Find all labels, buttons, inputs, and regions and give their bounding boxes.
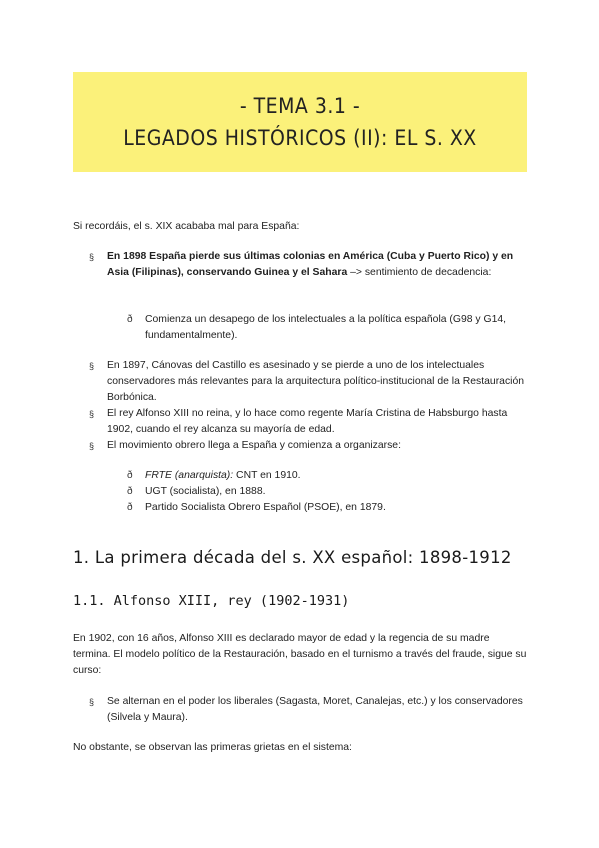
sub-bullet-item (145, 484, 525, 500)
sub-bullet-marker: ð (127, 314, 133, 325)
bullet-marker: § (89, 441, 95, 451)
sub-bullet-text: CNT en 1910. (233, 470, 301, 481)
bullet-item: Se alternan en el poder los liberales (Sagasta, Moret, Canalejas, etc.) y los conservadores (Silvela y Maura). (107, 696, 523, 723)
sub-bullet-marker: ð (127, 470, 133, 481)
sub-bullet-marker: ð (127, 502, 133, 513)
bullet-marker: § (89, 697, 95, 707)
bullet-item: El rey Alfonso XIII no reina, y lo hace como regente María Cristina de Habsburgo hasta 1902, cuando el rey alcanza su mayoría de edad. (107, 408, 508, 435)
sub-bullet-marker: ð (127, 486, 133, 497)
bullet-item: En 1897, Cánovas del Castillo es asesinado y se pierde a uno de los intelectuales conservadores más relevantes para la arquitectura político-institucional de la Restauración Borbónica. (107, 360, 525, 403)
sub-bullet-item (145, 468, 525, 484)
body-paragraph: En 1902, con 16 años, Alfonso XIII es declarado mayor de edad y la regencia de su madre termina. El modelo político de la Restauración, basado en el turnismo a través del fraude, sigue su curso: (73, 633, 527, 676)
body-paragraph: No obstante, se observan las primeras grietas en el sistema: (73, 742, 352, 753)
bullet-marker: § (89, 252, 95, 262)
bullet-bold-text: En 1898 España pierde sus últimas colonias en América (Cuba y Puerto Rico) y en Asia (Filipinas), conservando Guinea y el Sahara (107, 251, 514, 278)
title-line-1: - TEMA 3.1 - (239, 94, 361, 118)
sub-bullet-text: Partido Socialista Obrero Español (PSOE), en 1879. (145, 502, 386, 513)
bullet-marker: § (89, 409, 95, 419)
sub-bullet-item: Comienza un desapego de los intelectuales a la política española (G98 y G14, fundamentalmente). (145, 314, 507, 341)
sub-bullet-italic: FRTE (anarquista): (145, 470, 234, 481)
bullet-item: El movimiento obrero llega a España y comienza a organizarse: (107, 440, 401, 451)
bullet-item (107, 249, 527, 281)
sub-bullet-text: UGT (socialista), en 1888. (145, 486, 266, 497)
section-heading: 1. La primera década del s. XX español: 1898-1912 (73, 548, 512, 567)
title-banner (73, 72, 527, 172)
title-line-2: LEGADOS HISTÓRICOS (II): EL S. XX (123, 126, 477, 150)
intro-paragraph: Si recordáis, el s. XIX acababa mal para España: (73, 221, 300, 232)
bullet-text: –> sentimiento de decadencia: (347, 267, 492, 278)
bullet-marker: § (89, 361, 95, 371)
sub-bullet-item (145, 500, 525, 516)
subsection-heading: 1.1. Alfonso XIII, rey (1902-1931) (73, 593, 350, 609)
